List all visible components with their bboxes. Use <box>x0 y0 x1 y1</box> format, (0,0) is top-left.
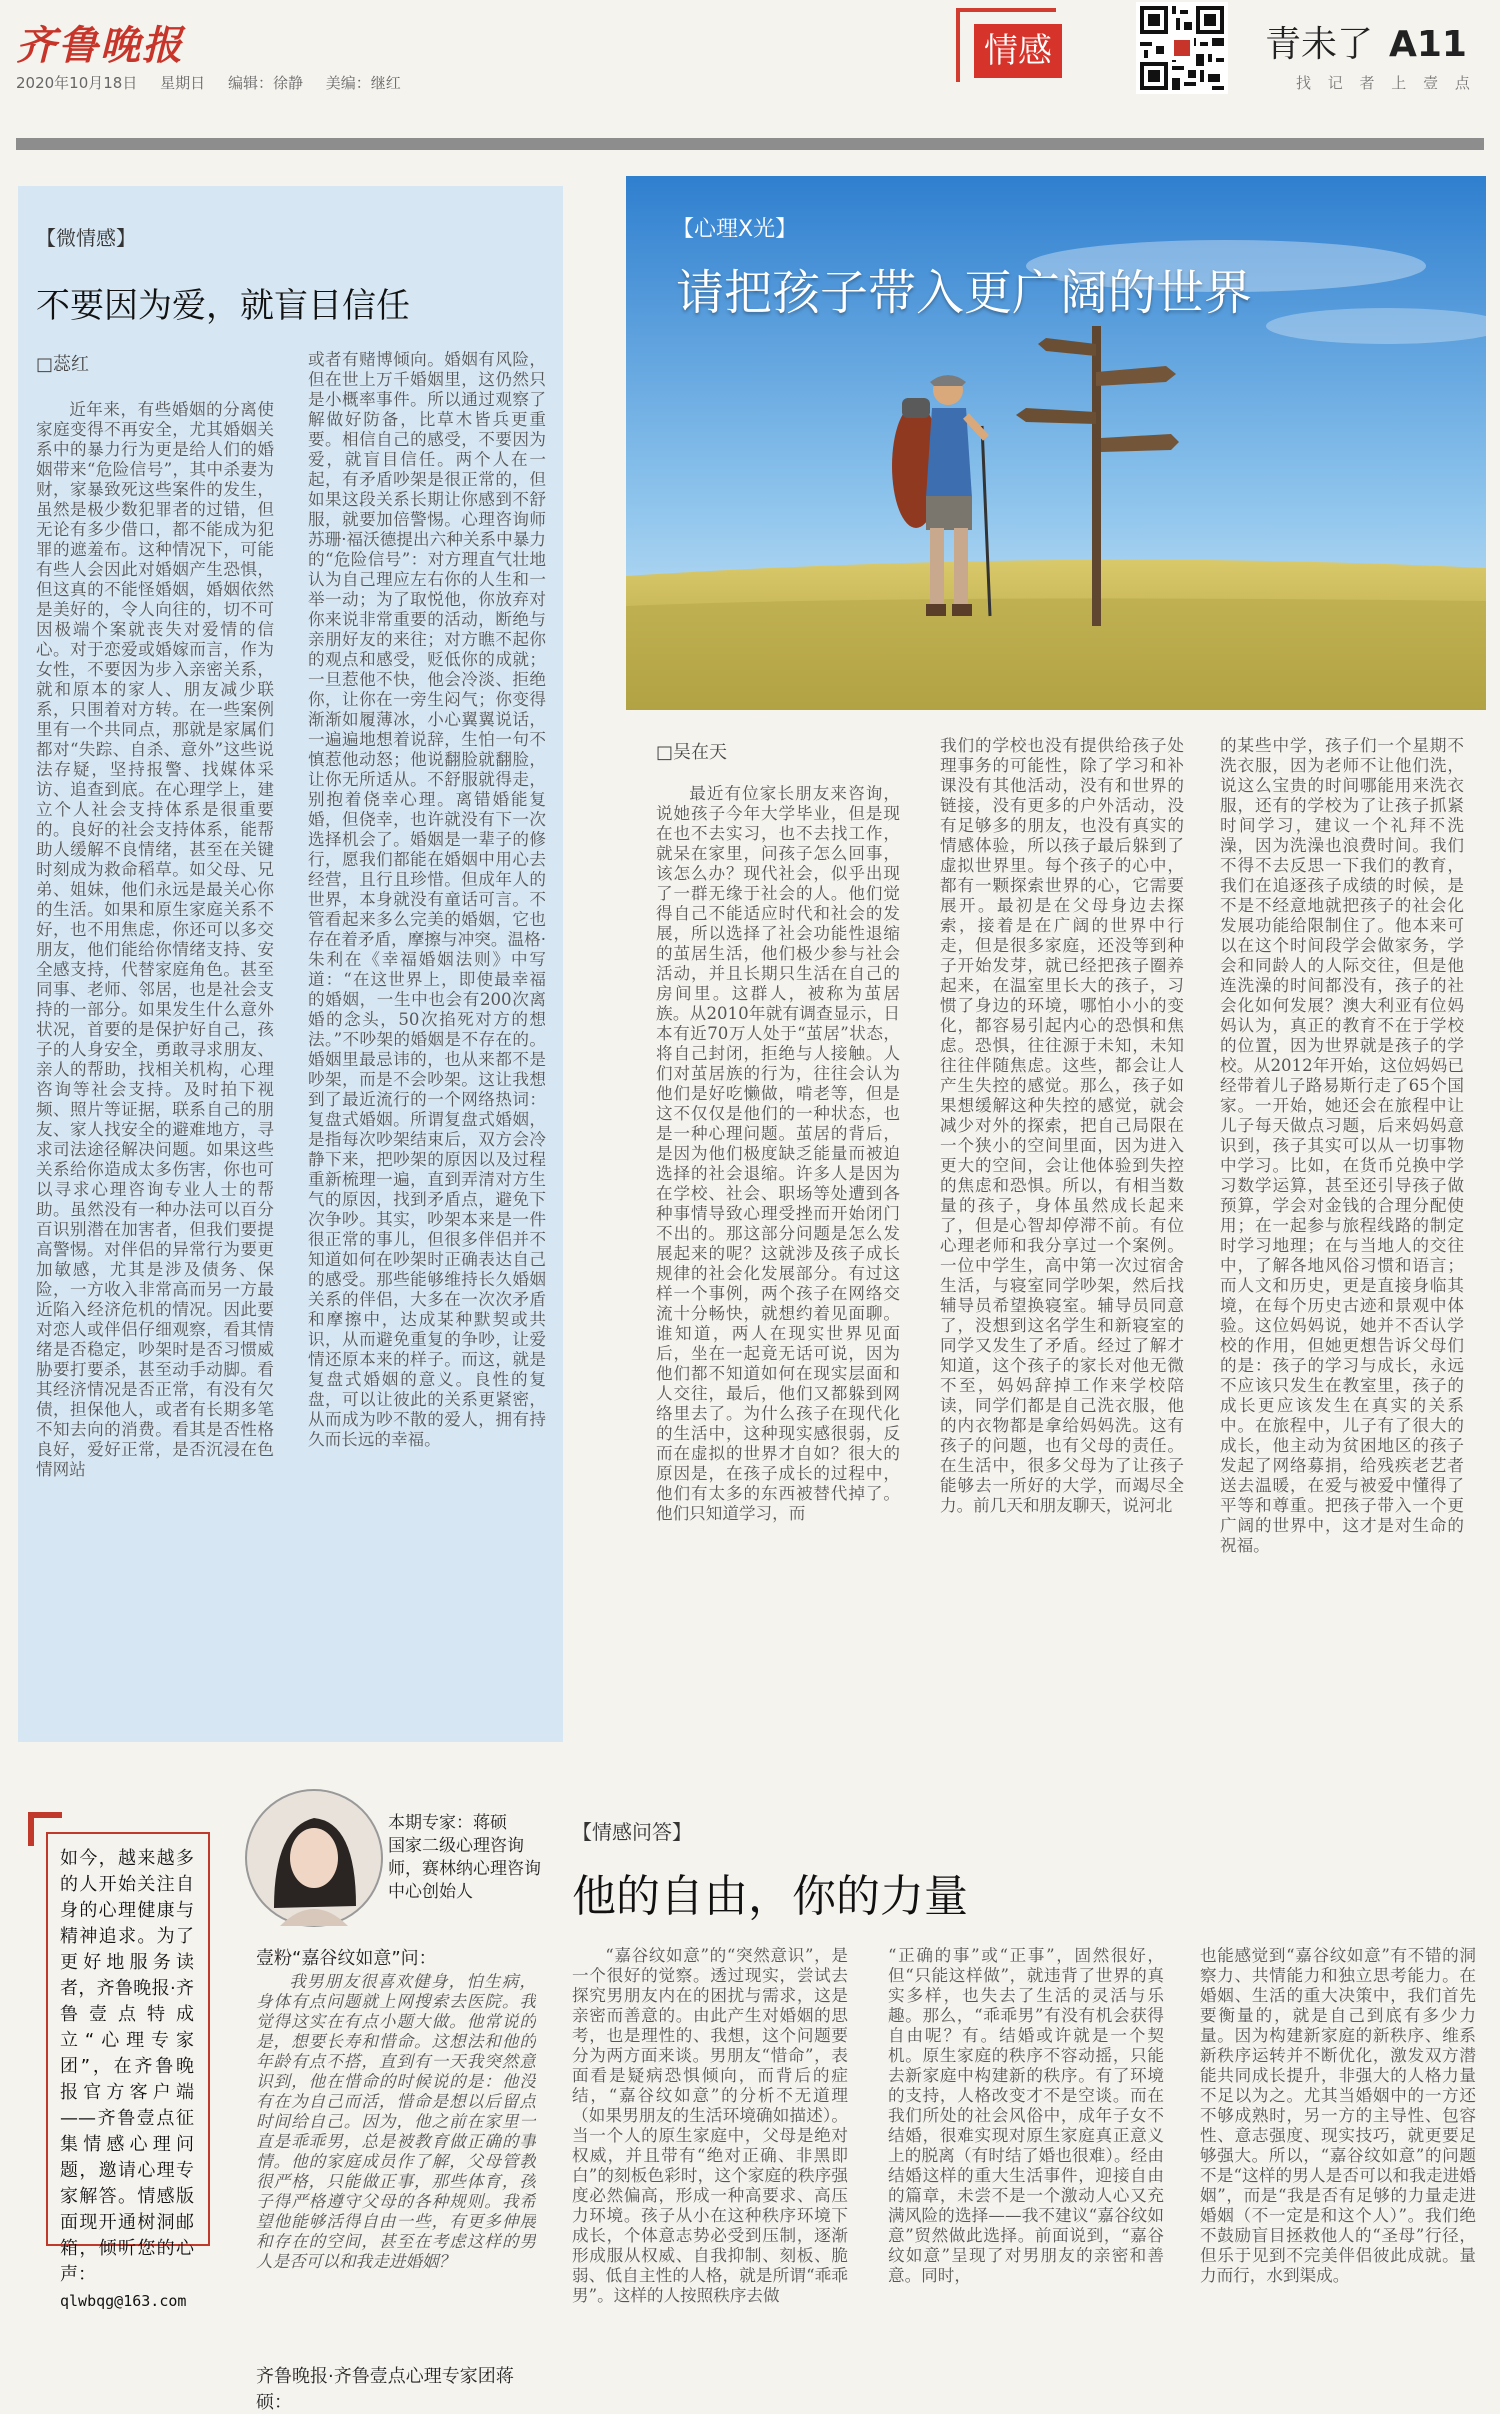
left-article-col1: 近年来，有些婚姻的分离使家庭变得不再安全，尤其婚姻关系中的暴力行为更是给人们的婚姻带来“危险信号”，其中杀妻为财，家暴致死这些案件的发生，虽然是极少数犯罪者的过错，但无论有多少借口，都不能成为犯罪的遮羞布。这种情况下，可能有些人会因此对婚姻产生恐惧，但这真的不能怪婚姻，婚姻依然是美好的，令人向往的，切不可因极端个案就丧失对爱情的信心。对于恋爱或婚嫁而言，作为女性，不要因为步入亲密关系，就和原本的家人、朋友减少联系，只围着对方转。在一些案例里有一个共同点，那就是家属们都对“失踪、自杀、意外”这些说法存疑，坚持报警、找媒体采访、追查到底。在心理学上，建立个人社会支持体系是很重要的。良好的社会支持体系，能帮助人缓解不良情绪，甚至在关键时刻成为救命稻草。如父母、兄弟、姐妹，他们永远是最关心你的生活。如果和原生家庭关系不好，也不用焦虑，你还可以多交朋友，他们能给你情绪支持、安全感支持，代替家庭角色。甚至同事、老师、邻居，也是社会支持的一部分。如果发生什么意外状况，首要的是保护好自己，孩子的人身安全，勇敢寻求朋友、亲人的帮助，找相关机构，心理咨询等社会支持。及时拍下视频、照片等证据，联系自己的朋友、家人找安全的避难地方，寻求司法途径解决问题。如果这些关系给你造成太多伤害，你也可以寻求心理咨询专业人士的帮助。虽然没有一种办法可以百分百识别潜在加害者，但我们要提高警惕。对伴侣的异常行为要更加敏感，尤其是涉及债务、保险，一方收入非常高而另一方最近陷入经济危机的情况。因此要对恋人或伴侣仔细观察，看其情绪是否稳定，吵架时是否习惯威胁要打要杀，甚至动手动脚。看其经济情况是否正常，有没有欠债，担保他人，或者有长期多笔不知去向的消费。看其是否性格良好，爱好正常，是否沉浸在色情网站 <box>36 400 274 1479</box>
qa-answer-col3: 也能感觉到“嘉谷纹如意”有不错的洞察力、共情能力和独立思考能力。在婚姻、生活的重大决策中，我们首先要衡量的，就是自己到底有多少力量。因为构建新家庭的新秩序、维系新秩序运转并不断优化，激发双方潜能共同成长提升，非强大的人格力量不足以为之。尤其当婚姻中的一方还不够成熟时，另一方的主导性、包容性、意志强度、现实技巧，就更要足够强大。所以，“嘉谷纹如意”的问题不是“这样的男人是否可以和我走进婚姻”，而是“我是否有足够的力量走进婚姻（不一定是和这个人）”。我们绝不鼓励盲目拯救他人的“圣母”行径，但乐于见到不完美伴侣彼此成就。量力而行，水到渠成。 <box>1200 1946 1476 2285</box>
qa-kicker: 【情感问答】 <box>572 1820 692 1844</box>
qr-code-icon <box>1136 2 1228 94</box>
main-article-col3: 的某些中学，孩子们一个星期不洗衣服，因为老师不让他们洗，说这么宝贵的时间哪能用来洗衣服，还有的学校为了让孩子抓紧时间学习，建议一个礼拜不洗澡，因为洗澡也浪费时间。我们不得不去反思一下我们的教育，我们在追逐孩子成绩的时候，是不是不经意地就把孩子的社会化发展功能给限制住了。他本来可以在这个时间段学会做家务，学会和同龄人的人际交往，但是他连洗澡的时间都没有，孩子的社会化如何发展？澳大利亚有位妈妈认为，真正的教育不在于学校的位置，因为世界就是孩子的学校。从2012年开始，这位妈妈已经带着儿子路易斯行走了65个国家。一开始，她还会在旅程中让儿子每天做点习题，后来妈妈意识到，孩子其实可以从一切事物中学习。比如，在货币兑换中学习数学运算，甚至还引导孩子做预算，学会对金钱的合理分配使用；在一起参与旅程线路的制定时学习地理；在与当地人的交往中，了解各地风俗习惯和语言；而人文和历史，更是直接身临其境，在每个历史古迹和景观中体验。这位妈妈说，她并不否认学校的作用，但她更想告诉父母们的是：孩子的学习与成长，永远不应该只发生在教室里，孩子的成长更应该发生在真实的关系中。在旅程中，儿子有了很大的成长，他主动为贫困地区的孩子发起了网络募捐，给残疾老艺者送去温暖，在爱与被爱中懂得了平等和尊重。把孩子带入一个更广阔的世界中，这才是对生命的祝福。 <box>1220 736 1464 1555</box>
left-article-title: 不要因为爱，就盲目信任 <box>36 286 410 326</box>
page-number: A11 <box>1389 24 1467 65</box>
header-divider <box>16 138 1484 150</box>
left-article-kicker: 【微情感】 <box>36 226 136 250</box>
service-box-corner <box>28 1812 34 1846</box>
section-label: 情感 <box>974 24 1062 78</box>
expert-portrait <box>244 1788 384 1928</box>
page-identifier <box>1265 16 1467 67</box>
main-article-col1: 最近有位家长朋友来咨询，说她孩子今年大学毕业，但是现在也不去实习，也不去找工作，就呆在家里，问孩子怎么回事，该怎么办？现代社会，似乎出现了一群无缘于社会的人。他们觉得自己不能适应时代和社会的发展，所以选择了社会功能性退缩的茧居生活，他们极少参与社会活动，并且长期只生活在自己的房间里。这群人，被称为茧居族。从2010年就有调查显示，日本有近70万人处于“茧居”状态，将自己封闭，拒绝与人接触。人们对茧居族的行为，往往会认为他们是好吃懒做，啃老等，但是这不仅仅是他们的一种状态，也是一种心理问题。茧居的背后，是因为他们极度缺乏能量而被迫选择的社会退缩。许多人是因为在学校、社会、职场等处遭到各种事情导致心理受挫而开始闭门不出的。那这部分问题是怎么发展起来的呢？这就涉及孩子成长规律的社会化发展部分。有过这样一个事例，两个孩子在网络交流十分畅快，就想约着见面聊。谁知道，两人在现实世界见面后，坐在一起竟无话可说，因为他们都不知道如何在现实层面和人交往，最后，他们又都躲到网络里去了。为什么孩子在现代化的生活中，这种现实感很弱，反而在虚拟的世界才自如？很大的原因是，在孩子成长的过程中，他们有太多的东西被替代掉了。他们只知道学习，而 <box>656 784 900 1523</box>
issue-weekday: 星期日 <box>160 74 206 92</box>
qa-question: 我男朋友很喜欢健身，怕生病，身体有点问题就上网搜索去医院。我觉得这实在有点小题大做。他常说的是，想要长寿和惜命。这想法和他的年龄有点不搭，直到有一天我突然意识到，他在惜命的时候说的是：他没有在为自己而活，惜命是想以后留点时间给自己。因为，他之前在家里一直是乖乖男，总是被教育做正确的事情。他的家庭成员作了解，父母管教很严格，只能做正事，那些体育，孩子得严格遵守父母的各种规则。我希望他能够活得自由一些，有更多伸展和存在的空间，甚至在考虑这样的男人是否可以和我走进婚姻？ <box>256 1972 536 2271</box>
main-article-kicker: 【心理X光】 <box>672 217 798 242</box>
left-article-byline: □蕊红 <box>36 354 90 375</box>
main-article-col2: 我们的学校也没有提供给孩子处理事务的可能性，除了学习和补课没有其他活动，没有和世界的链接，没有更多的户外活动，没有足够多的朋友，也没有真实的情感体验，所以孩子最后躲到了虚拟世界里。每个孩子的心中，都有一颗探索世界的心，它需要展开。最初是在父母身边去探索，接着是在广阔的世界中行走，但是很多家庭，还没等到种子开始发芽，就已经把孩子圈养起来，在温室里长大的孩子，习惯了身边的环境，哪怕小小的变化，都容易引起内心的恐惧和焦虑。恐惧，往往源于未知，未知往往伴随焦虑。这些，都会让人产生失控的感觉。那么，孩子如果想缓解这种失控的感觉，就会减少对外的探索，把自己局限在一个狭小的空间里面，因为进入更大的空间，会让他体验到失控的焦虑和恐惧。所以，有相当数量的孩子，身体虽然成长起来了，但是心智却停滞不前。有位心理老师和我分享过一个案例。一位中学生，高中第一次过宿舍生活，与寝室同学吵架，然后找辅导员希望换寝室。辅导员同意了，没想到这名学生和新寝室的同学又发生了矛盾。经过了解才知道，这个孩子的家长对他无微不至，妈妈辞掉工作来学校陪读，同学们都是自己洗衣服，他的内衣物都是拿给妈妈洗。这有孩子的问题，也有父母的责任。在生活中，很多父母为了让孩子能够去一所好的大学，而竭尽全力。前几天和朋友聊天，说河北 <box>940 736 1184 1515</box>
expert-info <box>388 1812 548 1904</box>
page-subtitle: 找 记 者 上 壹 点 <box>1296 74 1476 92</box>
expert-name: 本期专家：蒋硕 <box>388 1813 507 1833</box>
page-label: 青未了 <box>1265 24 1374 65</box>
masthead-logo: 齐鲁晚报 <box>16 22 184 69</box>
editor-credit: 编辑：徐静 <box>227 74 303 92</box>
main-article-title: 请把孩子带入更广阔的世界 <box>676 265 1253 321</box>
service-notice-text: 如今，越来越多的人开始关注自身的心理健康与精神追求。为了更好地服务读者，齐鲁晚报·齐鲁壹点特成立“心理专家团”，在齐鲁晚报官方客户端——齐鲁壹点征集情感心理问题，邀请心理专家解答。情感版面现开通树洞邮箱，倾听您的心声： <box>60 1848 194 2285</box>
section-tab <box>956 8 1062 84</box>
service-email-link[interactable]: qlwbqg@163.com <box>60 2292 187 2310</box>
qa-answer-col1: “嘉谷纹如意”的“突然意识”，是一个很好的觉察。透过现实，尝试去探究男朋友内在的困扰与需求，这是亲密而善意的。由此产生对婚姻的思考，也是理性的、我想，这个问题要分为两方面来谈。男朋友“惜命”，表面看是疑病恐惧倾向，而背后的症结，“嘉谷纹如意”的分析不无道理（如果男朋友的生活环境确如描述）。当一个人的原生家庭中，父母是绝对权威，并且带有“绝对正确、非黑即白”的刻板色彩时，这个家庭的秩序强度必然偏高，形成一种高要求、高压力环境。孩子从小在这种秩序环境下成长，个体意志势必受到压制，逐渐形成服从权威、自我抑制、刻板、脆弱、低自主性的人格，就是所谓“乖乖男”。这样的人按照秩序去做 <box>572 1946 848 2305</box>
dateline <box>16 72 419 93</box>
main-article-byline: □吴在天 <box>656 742 728 763</box>
qa-title: 他的自由，你的力量 <box>572 1871 968 1922</box>
qa-answer-col2: “正确的事”或“正事”，固然很好，但“只能这样做”，就违背了世界的真实多样，也失去了生活的灵活与乐趣。那么，“乖乖男”有没有机会获得自由呢？有。结婚或许就是一个契机。原生家庭的秩序不容动摇，只能去新家庭中构建新的秩序。有了环境的支持，人格改变才不是空谈。而在我们所处的社会风俗中，成年子女不结婚，很难实现对原生家庭真正意义上的脱离（有时结了婚也很难）。经由结婚这样的重大生活事件，迎接自由的篇章，未尝不是一个激动人心又充满风险的选择——我不建议“嘉谷纹如意”贸然做此选择。前面说到，“嘉谷纹如意”呈现了对男朋友的亲密和善意。同时， <box>888 1946 1164 2285</box>
qa-answer-signature: 齐鲁晚报·齐鲁壹点心理专家团蒋硕： <box>256 2366 514 2413</box>
issue-date: 2020年10月18日 <box>16 74 138 92</box>
qa-question-title: 壹粉“嘉谷纹如意”问： <box>256 1948 437 1969</box>
expert-title: 国家二级心理咨询师，赛林纳心理咨询中心创始人 <box>388 1836 541 1902</box>
service-notice <box>60 1846 194 2314</box>
left-article-col2: 或者有赌博倾向。婚姻有风险，但在世上万千婚姻里，这仍然只是小概率事件。所以通过观察了解做好防备，比草木皆兵更重要。相信自己的感受，不要因为爱，就盲目信任。两个人在一起，有矛盾吵架是很正常的，但如果这段关系长期让你感到不舒服，就要加倍警惕。心理咨询师苏珊·福沃德提出六种关系中暴力的“危险信号”：对方理直气壮地认为自己理应左右你的人生和一举一动；为了取悦他，你放弃对你来说非常重要的活动，断绝与亲朋好友的来往；对方瞧不起你的观点和感受，贬低你的成就；一旦惹他不快，他会冷淡、拒绝你，让你在一旁生闷气；你变得渐渐如履薄冰，小心翼翼说话，一遍遍地想着说辞，生怕一句不慎惹他动怒；他说翻脸就翻脸，让你无所适从。不舒服就得走，别抱着侥幸心理。离错婚能复婚，但侥幸，也许就没有下一次选择机会了。婚姻是一辈子的修行，愿我们都能在婚姻中用心去经营，且行且珍惜。但成年人的世界，本身就没有童话可言。不管看起来多么完美的婚姻，它也存在着矛盾，摩擦与冲突。温格·朱利在《幸福婚姻法则》中写道：“在这世界上，即使最幸福的婚姻，一生中也会有200次离婚的念头，50次掐死对方的想法。”不吵架的婚姻是不存在的。婚姻里最忌讳的，也从来都不是吵架，而是不会吵架。这让我想到了最近流行的一个网络热词：复盘式婚姻。所谓复盘式婚姻，是指每次吵架结束后，双方会冷静下来，把吵架的原因以及过程重新梳理一遍，直到弄清对方生气的原因，找到矛盾点，避免下次争吵。其实，吵架本来是一件很正常的事儿，但很多伴侣并不知道如何在吵架时正确表达自己的感受。那些能够维持长久婚姻关系的伴侣，大多在一次次矛盾和摩擦中，达成某种默契或共识，从而避免重复的争吵，让爱情还原本来的样子。而这，就是复盘式婚姻的意义。良性的复盘，可以让彼此的关系更紧密，从而成为吵不散的爱人，拥有持久而长远的幸福。 <box>308 350 546 1449</box>
designer-credit: 美编：继红 <box>325 74 401 92</box>
